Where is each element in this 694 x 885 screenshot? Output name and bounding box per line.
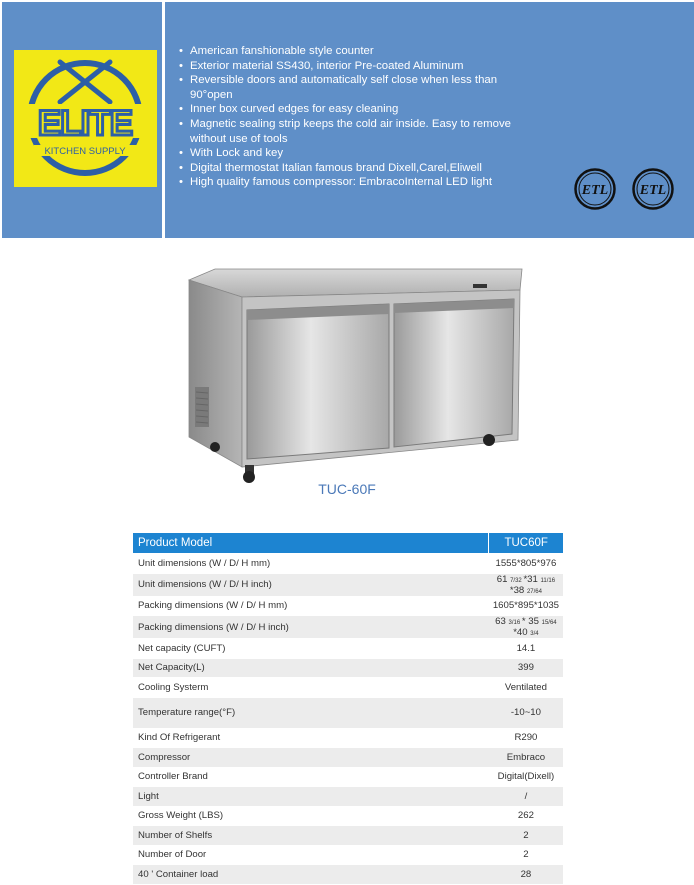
- table-row: [133, 596, 563, 616]
- features-panel: [165, 2, 694, 238]
- table-row: [133, 573, 563, 596]
- spec-label: Unit dimensions (W / D/ H inch): [133, 573, 489, 596]
- spec-label: Gross Weight (LBS): [133, 806, 489, 826]
- feature-list: [179, 44, 539, 190]
- spec-value: 1605*895*1035: [489, 596, 563, 616]
- feature-item: • Reversible doors and automatically self close when less than 90°open: [179, 73, 539, 102]
- table-row: [133, 748, 563, 768]
- table-row: [133, 697, 563, 728]
- spec-value: Ventilated: [489, 678, 563, 698]
- spec-value: R290: [489, 728, 563, 748]
- table-row: [133, 806, 563, 826]
- spec-label: Number of Door: [133, 845, 489, 865]
- spec-label: 40 ' Container load: [133, 865, 489, 885]
- table-row: [133, 728, 563, 748]
- feature-item: • Digital thermostat Italian famous brand Dixell,Carel,Eliwell: [179, 161, 539, 176]
- table-row: [133, 678, 563, 698]
- product-model-caption: TUC-60F: [318, 481, 376, 497]
- spec-label: Compressor: [133, 748, 489, 768]
- spec-label: Controller Brand: [133, 767, 489, 787]
- logo-emblem-icon: [14, 50, 157, 187]
- spec-label: Number of Shelfs: [133, 826, 489, 846]
- spec-label: Temperature range(°F): [133, 697, 489, 728]
- inch-whole: 63: [495, 616, 509, 627]
- spec-table: [133, 533, 563, 885]
- inch-fraction: 27/64: [526, 588, 542, 595]
- inch-fraction: 3/16: [508, 620, 522, 626]
- spec-label: Cooling Systerm: [133, 678, 489, 698]
- inch-whole: *31: [523, 573, 541, 585]
- logo-word: ELITE: [37, 104, 133, 143]
- inch-fraction: 15/64: [541, 620, 557, 626]
- table-row: [133, 865, 563, 885]
- spec-label: Packing dimensions (W / D/ H inch): [133, 616, 489, 639]
- table-row: [133, 639, 563, 659]
- feature-item: • American fanshionable style counter: [179, 44, 539, 59]
- product-image: [185, 262, 525, 487]
- feature-item: • With Lock and key: [179, 146, 539, 161]
- logo-panel: [2, 2, 162, 238]
- feature-item: • High quality famous compressor: EmbracoInternal LED light: [179, 175, 539, 190]
- table-row: [133, 845, 563, 865]
- inch-whole: * 35: [521, 616, 542, 627]
- spec-value: 2: [489, 845, 563, 865]
- table-row: [133, 616, 563, 639]
- etl-badge-text: ETL: [581, 183, 609, 198]
- header-banner: [0, 0, 694, 238]
- spec-value: 262: [489, 806, 563, 826]
- spec-value: 1555*805*976: [489, 554, 563, 574]
- spec-value: Embraco: [489, 748, 563, 768]
- inch-whole: *40: [513, 627, 531, 638]
- inch-fraction: 3/4: [530, 631, 539, 637]
- logo-subtitle: KITCHEN SUPPLY: [44, 146, 126, 157]
- spec-value: [489, 616, 563, 639]
- spec-value: -10~10: [489, 697, 563, 728]
- etl-badge-text: ETL: [639, 183, 667, 198]
- table-row: [133, 767, 563, 787]
- spec-value: 2: [489, 826, 563, 846]
- spec-label: Packing dimensions (W / D/ H mm): [133, 596, 489, 616]
- spec-header-value: TUC60F: [489, 533, 563, 554]
- table-row: [133, 787, 563, 807]
- inch-fraction: 11/16: [540, 577, 556, 584]
- etl-sanitation-badge-icon: [631, 167, 675, 211]
- spec-label: Unit dimensions (W / D/ H mm): [133, 554, 489, 574]
- feature-item: • Inner box curved edges for easy cleaning: [179, 102, 539, 117]
- table-row: [133, 658, 563, 678]
- spec-value: /: [489, 787, 563, 807]
- spec-value: Digital(Dixell): [489, 767, 563, 787]
- spec-header-label: Product Model: [133, 533, 489, 554]
- spec-label: Kind Of Refrigerant: [133, 728, 489, 748]
- spec-value: 399: [489, 658, 563, 678]
- etl-listed-badge-icon: [573, 167, 617, 211]
- feature-item: • Magnetic sealing strip keeps the cold air inside. Easy to remove without use of tools: [179, 117, 539, 146]
- spec-value: 14.1: [489, 639, 563, 659]
- inch-whole: *38: [509, 584, 527, 596]
- spec-label: Light: [133, 787, 489, 807]
- spec-value: 28: [489, 865, 563, 885]
- table-row: [133, 554, 563, 574]
- inch-whole: 61: [496, 573, 511, 585]
- spec-value: [489, 573, 563, 596]
- inch-fraction: 7/32: [510, 577, 524, 584]
- undercounter-freezer-image: [185, 262, 525, 487]
- spec-label: Net Capacity(L): [133, 658, 489, 678]
- spec-header-row: [133, 533, 563, 554]
- feature-item: • Exterior material SS430, interior Pre-coated Aluminum: [179, 59, 539, 74]
- spec-label: Net capacity (CUFT): [133, 639, 489, 659]
- brand-logo: [14, 50, 157, 187]
- table-row: [133, 826, 563, 846]
